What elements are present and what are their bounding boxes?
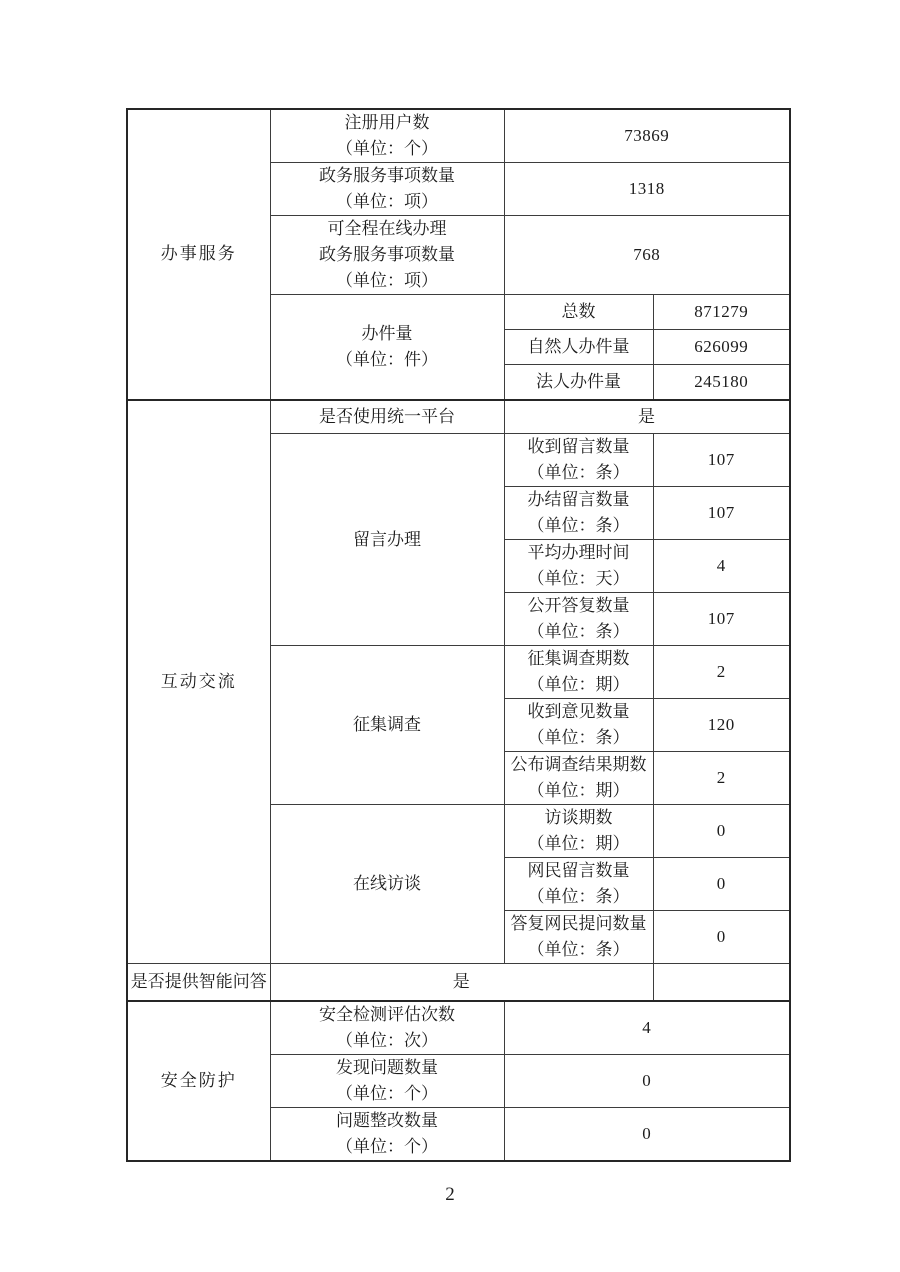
label-surveys-group: 征集调查 [270,646,504,805]
category-service-label: 办事服务 [127,109,270,400]
value-messages-resolved: 107 [653,487,790,540]
table-row [127,964,790,1001]
unit-line: （单位：条） [527,728,630,747]
page-number: 2 [445,1184,455,1205]
label-line: 网民留言数量 [527,861,630,880]
label-line: 访谈期数 [544,808,613,827]
label-line: 办结留言数量 [527,490,630,509]
value-netizen-questions-answered: 0 [653,911,790,964]
value-problems-rectified: 0 [504,1107,790,1161]
label-survey-periods [504,646,653,699]
unit-line: （单位：条） [527,516,630,535]
value-registered-users: 73869 [504,109,790,163]
unit-line: （单位：天） [527,569,630,588]
unit-line: （单位：项） [336,271,438,290]
label-opinions-received [504,699,653,752]
label-line: 公开答复数量 [527,596,630,615]
value-public-replies: 107 [653,593,790,646]
label-line: 政务服务事项数量 [319,166,455,185]
category-interaction-label: 互动交流 [127,400,270,964]
value-cases-total: 871279 [653,295,790,330]
label-message-handling-group: 留言办理 [270,434,504,646]
unit-line: （单位：件） [336,349,438,369]
unit-line: （单位：条） [527,940,630,959]
value-average-handling-time: 4 [653,540,790,593]
label-netizen-messages [504,858,653,911]
value-unified-platform: 是 [504,400,790,434]
label-interviews-group: 在线访谈 [270,805,504,964]
label-line: 办件量 [361,323,413,343]
label-public-replies [504,593,653,646]
unit-line: （单位：个） [336,1136,438,1156]
value-gov-items: 1318 [504,163,790,216]
label-cases-group [270,295,504,400]
unit-line: （单位：个） [336,139,438,158]
value-interview-periods: 0 [653,805,790,858]
label-messages-received [504,434,653,487]
label-line: 政务服务事项数量 [319,245,455,264]
value-messages-received: 107 [653,434,790,487]
value-online-items: 768 [504,216,790,295]
unit-line: （单位：期） [527,781,630,800]
value-smart-qa: 是 [270,964,653,1001]
label-online-items [270,216,504,295]
unit-line: （单位：次） [336,1030,438,1050]
label-line: 公布调查结果期数 [510,755,647,774]
label-cases-natural-person: 自然人办件量 [504,330,653,365]
unit-line: （单位：条） [527,463,630,482]
label-line: 发现问题数量 [336,1057,438,1077]
unit-line: （单位：项） [336,192,438,211]
unit-line: （单位：个） [336,1083,438,1103]
value-survey-results-published: 2 [653,752,790,805]
table-row [127,109,790,163]
label-line: 安全检测评估次数 [319,1004,455,1024]
unit-line: （单位：期） [527,675,630,694]
value-cases-natural-person: 626099 [653,330,790,365]
value-netizen-messages: 0 [653,858,790,911]
value-opinions-received: 120 [653,699,790,752]
value-problems-found: 0 [504,1054,790,1107]
label-line: 平均办理时间 [527,543,630,562]
table-row [127,1001,790,1055]
label-line: 收到意见数量 [527,702,630,721]
label-survey-results-published [504,752,653,805]
label-line: 问题整改数量 [336,1110,438,1130]
table-row [127,400,790,434]
value-survey-periods: 2 [653,646,790,699]
label-problems-rectified [270,1107,504,1161]
label-netizen-questions-answered [504,911,653,964]
label-problems-found [270,1054,504,1107]
label-interview-periods [504,805,653,858]
label-gov-items [270,163,504,216]
label-line: 答复网民提问数量 [510,914,647,933]
category-security-label: 安全防护 [127,1001,270,1161]
label-line: 注册用户数 [344,113,430,132]
unit-line: （单位：条） [527,622,630,641]
value-security-assessments: 4 [504,1001,790,1055]
label-line: 可全程在线办理 [327,219,447,238]
unit-line: （单位：期） [527,834,630,853]
label-messages-resolved [504,487,653,540]
label-smart-qa: 是否提供智能问答 [127,964,270,1001]
value-cases-legal-person: 245180 [653,365,790,400]
label-cases-legal-person: 法人办件量 [504,365,653,400]
label-security-assessments [270,1001,504,1055]
annual-report-table [126,108,791,1162]
label-line: 收到留言数量 [527,437,630,456]
label-unified-platform: 是否使用统一平台 [270,400,504,434]
label-cases-total: 总数 [504,295,653,330]
label-line: 征集调查期数 [527,649,630,668]
label-average-handling-time [504,540,653,593]
unit-line: （单位：条） [527,887,630,906]
label-registered-users [270,109,504,163]
